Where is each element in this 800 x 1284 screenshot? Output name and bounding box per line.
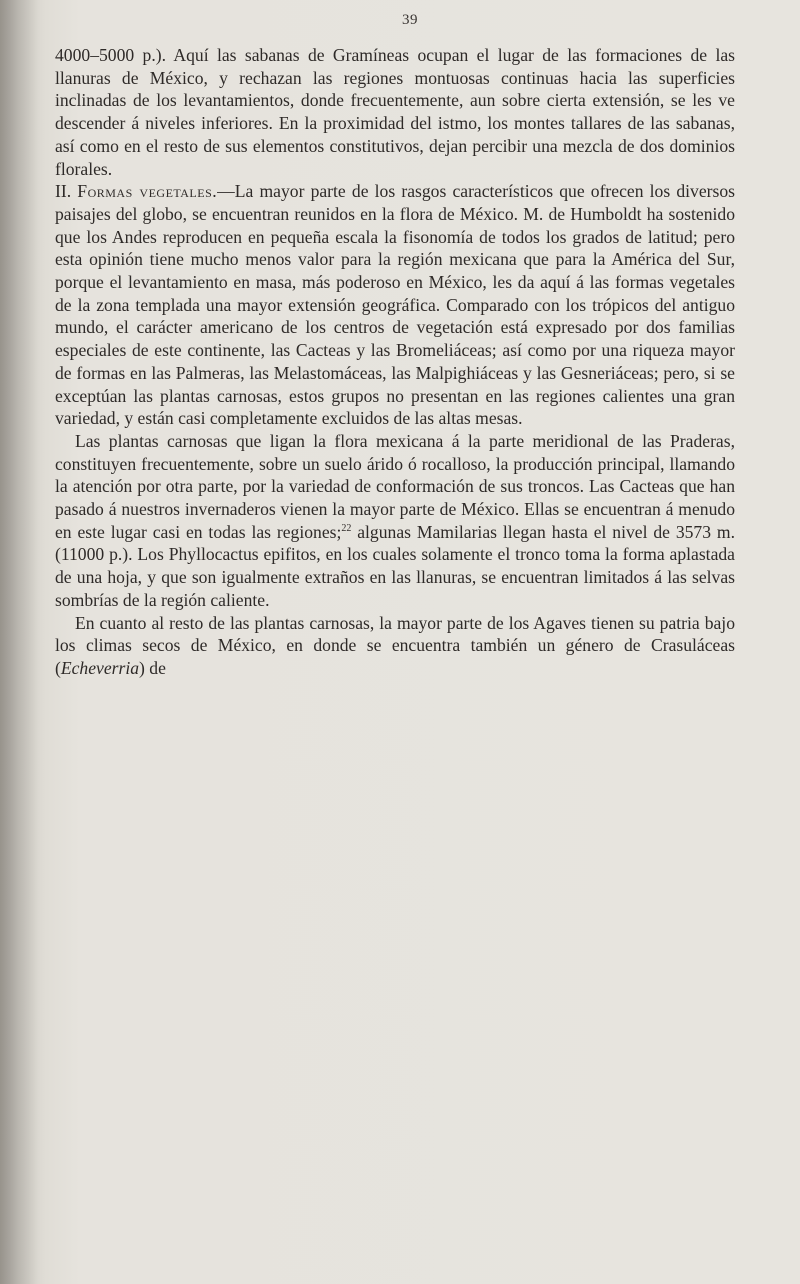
paragraph xyxy=(55,44,735,180)
paragraph xyxy=(55,180,735,430)
paragraph xyxy=(55,612,735,680)
paragraph-text: —La mayor parte de los rasgos característicos que ofrecen los diversos paisajes del globo, se encuentran reunidos en la flora de México. M. de Humboldt ha sostenido que los Andes reproducen en pequeña escala la fisonomía de todos los grados de latitud; pero esta opinión tiene mucho menos valor para la región mexicana que para la América del Sur, porque el levantamiento en masa, más poderoso en México, les da aquí á las formas vegetales de la zona templada una mayor extensión geográfica. Comparado con los trópicos del antiguo mundo, el carácter americano de los centros de vegetación está expresado por dos familias especiales de este continente, las Cacteas y las Bromeliáceas; así como por una riqueza mayor de formas en las Palmeras, las Melastomáceas, las Malpighiáceas y las Gesneriáceas; pero, si se exceptúan las plantas carnosas, estos grupos no presentan en las regiones calientes una gran variedad, y están casi completamente excluidos de las altas mesas. xyxy=(55,181,735,429)
paragraph-text: Las plantas carnosas que ligan la flora mexicana á la parte meridional de las Praderas, constituyen frecuentemente, sobre un suelo árido ó rocalloso, la producción principal, llamando la atención por otra parte, por la variedad de conformación de sus troncos. Las Cacteas que han pasado á nuestros invernaderos vienen la mayor parte de México. Ellas se encuentran á menudo en este lugar casi en todas las regiones; xyxy=(55,430,735,542)
paragraph xyxy=(55,430,735,612)
genus-name: Echeverria xyxy=(60,657,140,678)
body-text xyxy=(55,44,735,680)
paragraph-text: En cuanto al resto de las plantas carnosas, la mayor parte de los Agaves tienen su patria bajo los climas secos de México, en donde se encuentra también un género de Crasuláceas ( xyxy=(55,612,735,678)
section-heading: Formas vegetales. xyxy=(77,181,218,202)
paragraph-text: 4000–5000 p.). Aquí las sabanas de Gramíneas ocupan el lugar de las formaciones de las llanuras de México, y rechazan las regiones montuosas continuas hacia las superficies inclinadas de los levantamientos, donde frecuentemente, aun sobre cierta extensión, se les ve descender á niveles inferiores. En la proximidad del istmo, los montes tallares de las sabanas, así como en el resto de sus elementos constitutivos, dejan percibir una mezcla de dos dominios florales. xyxy=(55,45,735,179)
binding-shadow xyxy=(0,0,38,1284)
section-number: II. xyxy=(55,181,72,202)
footnote-reference: 22 xyxy=(341,522,352,534)
paragraph-text: ) de xyxy=(139,657,166,678)
paragraph-text: algunas Mamilarias llegan hasta el nivel de 3573 m. (11000 p.). Los Phyllocactus epifitos, en los cuales solamente el tronco toma la forma aplastada de una hoja, y que son igualmente extraños en las llanuras, se encuentran limitados á las selvas sombrías de la región caliente. xyxy=(55,521,735,610)
page-number: 39 xyxy=(402,12,418,28)
